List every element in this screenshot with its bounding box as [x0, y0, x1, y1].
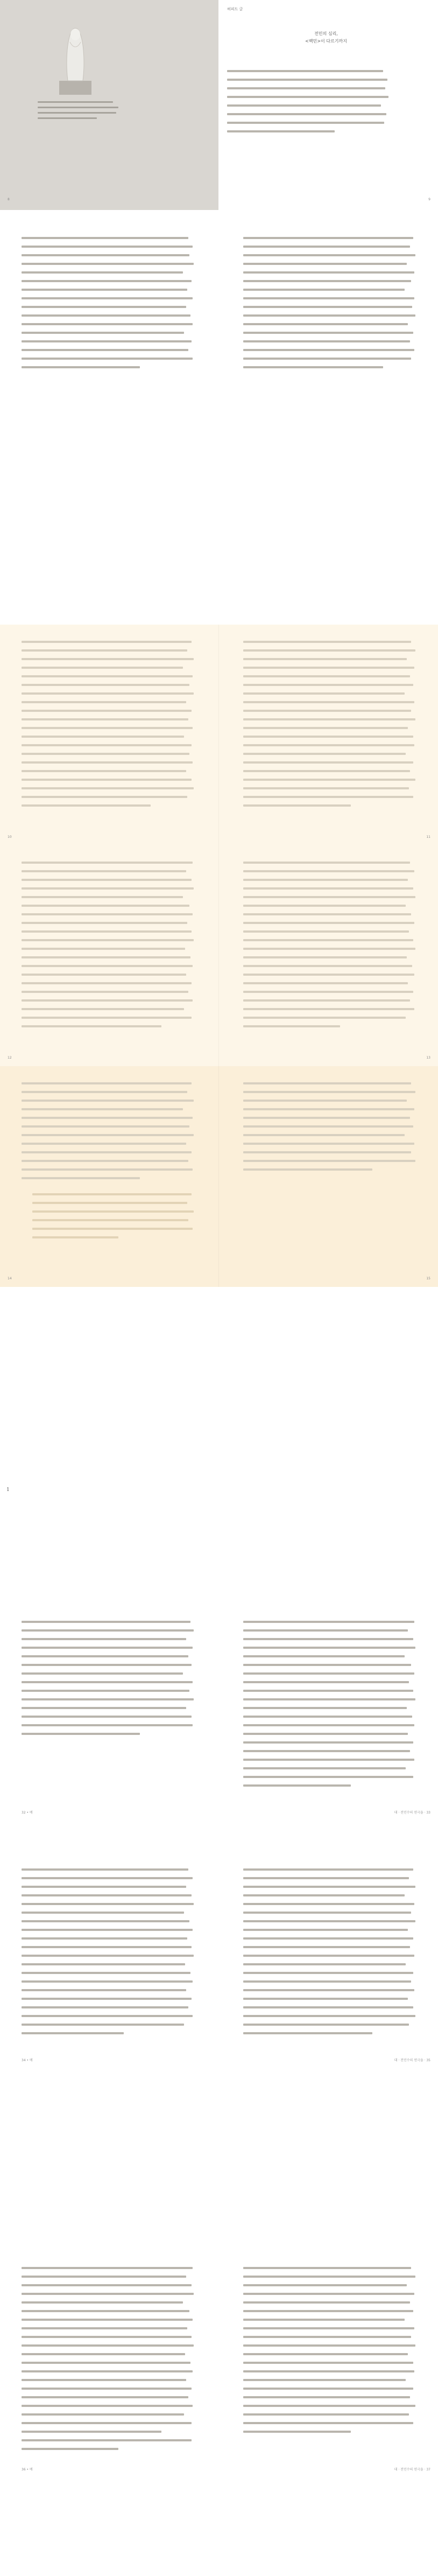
body-text-right — [243, 862, 415, 1034]
title-line-1: 전민의 심리, — [314, 31, 338, 36]
body-text-right — [243, 1621, 415, 1793]
spread-6 — [0, 1852, 438, 2068]
page-number: 11 — [426, 835, 430, 839]
body-text-left — [22, 1868, 194, 2041]
spread-7 — [0, 2251, 438, 2477]
page-9 — [218, 0, 438, 210]
page-number: 9 — [428, 198, 430, 201]
page-number: 대 · 전민수의 연극을 · 35 — [394, 2059, 430, 2062]
gutter — [218, 625, 219, 845]
page-number: 14 — [8, 1277, 12, 1280]
page-number: 32 • 메 — [22, 1811, 33, 1815]
page-number: 15 — [426, 1277, 430, 1280]
section-mark: 1 — [6, 1487, 10, 1493]
page-8 — [0, 0, 218, 210]
body-text-left — [22, 1621, 194, 1741]
page-number: 10 — [8, 835, 12, 839]
spread-5 — [0, 1605, 438, 1820]
gutter — [218, 1066, 219, 1287]
page-number: 8 — [8, 198, 10, 201]
body-text-left — [22, 237, 194, 375]
body-text-right — [243, 1868, 415, 2041]
page-number: 12 — [8, 1056, 12, 1060]
author-line: 허피드 글 — [227, 7, 243, 11]
page-number: 대 · 전민수의 연극을 · 33 — [394, 1811, 430, 1815]
body-text-left — [22, 862, 194, 1034]
title-line-2: <백민>이 다르기까지 — [305, 39, 347, 44]
body-text-right — [243, 1082, 415, 1177]
body-text-left — [22, 1082, 194, 1186]
body-text-right — [243, 2267, 415, 2439]
page-number: 36 • 메 — [22, 2468, 33, 2472]
body-text — [227, 70, 388, 139]
quote-block — [32, 1193, 194, 1245]
page-number: 13 — [426, 1056, 430, 1060]
body-text-right — [243, 237, 415, 375]
page-number: 34 • 메 — [22, 2059, 33, 2062]
caption-lines — [38, 101, 118, 123]
spread-3 — [0, 845, 438, 1066]
spread-4 — [0, 1066, 438, 1287]
body-text-right — [243, 641, 415, 813]
spread-1 — [0, 0, 438, 210]
page-number: 대 · 전민수의 연극을 · 37 — [394, 2468, 430, 2472]
body-text-left — [22, 641, 194, 813]
spread-1b — [0, 210, 438, 420]
body-text-left — [22, 2267, 194, 2456]
spread-2 — [0, 625, 438, 845]
gutter — [218, 845, 219, 1066]
statue-image — [54, 20, 97, 96]
chapter-title — [283, 30, 369, 45]
